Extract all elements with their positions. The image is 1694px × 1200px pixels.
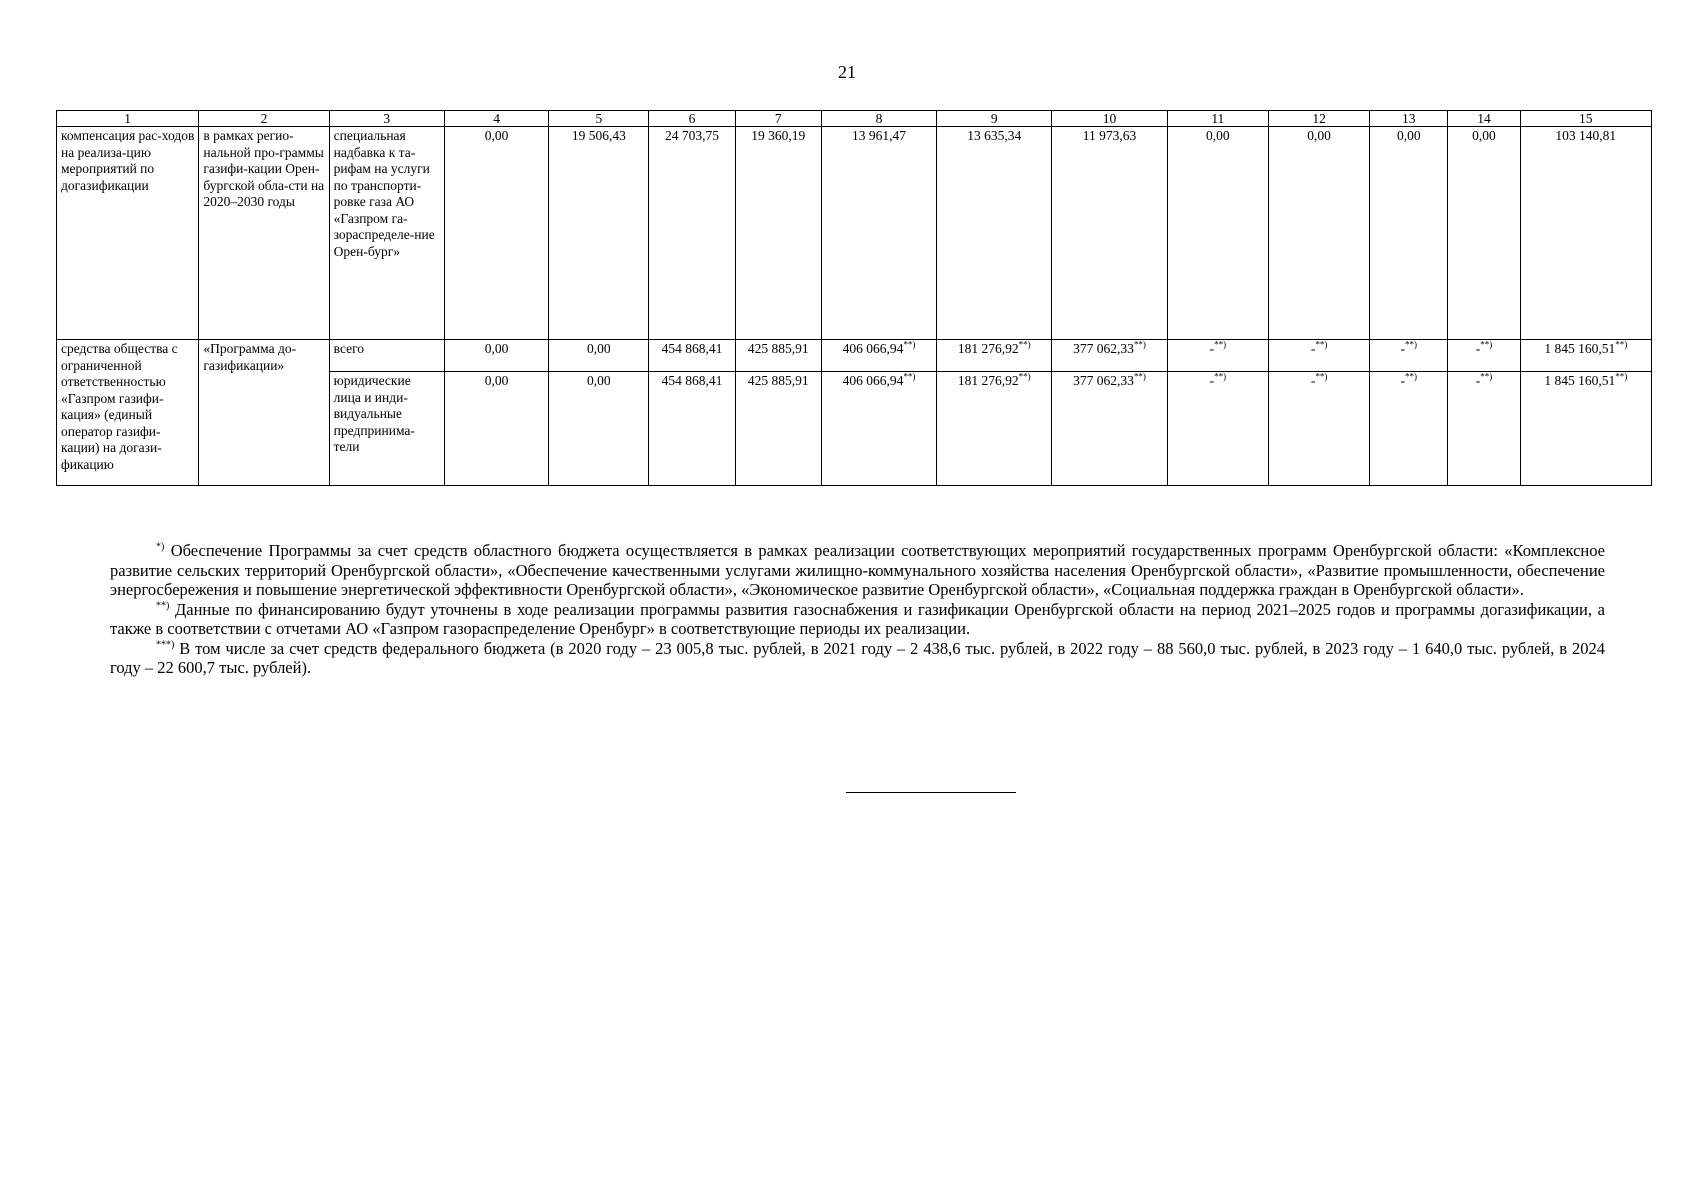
- footnote-mark: ***): [156, 639, 175, 650]
- recipient-cell: юридические лица и инди-видуальные предпринима-тели: [329, 372, 444, 486]
- column-number-cell: 14: [1448, 111, 1520, 127]
- value: 13 961,47: [851, 128, 906, 143]
- value-cell: [1268, 340, 1369, 372]
- value: 103 140,81: [1555, 128, 1617, 143]
- value-cell: [937, 372, 1052, 486]
- value-cell: [1448, 340, 1520, 372]
- value: 0,00: [1396, 128, 1421, 143]
- value: 0,00: [1206, 128, 1230, 143]
- value: 1 845 160,51: [1544, 341, 1616, 356]
- value-cell: [444, 372, 548, 486]
- footnote-mark: **): [903, 339, 916, 350]
- value-cell: [735, 372, 821, 486]
- column-number-cell: 6: [649, 111, 735, 127]
- value: -: [1400, 341, 1406, 356]
- footnote-text: Данные по финансированию будут уточнены в ходе реализации программы развития газоснабжения и газификации Оренбургской области на период 2021–2025 годов и программы догазификации, а также в соответствии с отчетами АО «Газпром газораспределение Оренбург» в соответствующие периоды их реализации.: [110, 599, 1605, 638]
- value-cell: [937, 127, 1052, 340]
- footnote-mark: **): [1615, 339, 1628, 350]
- value: 377 062,33: [1073, 341, 1134, 356]
- value-cell: [1448, 127, 1520, 340]
- value: 0,00: [1472, 128, 1496, 143]
- footnote-mark: **): [1615, 371, 1628, 382]
- value: -: [1310, 373, 1316, 388]
- column-number-cell: 8: [821, 111, 936, 127]
- footnote-mark: **): [1214, 371, 1227, 382]
- column-number-cell: 10: [1052, 111, 1167, 127]
- value-cell: [1448, 372, 1520, 486]
- footnote-mark: **): [1018, 371, 1031, 382]
- value: 377 062,33: [1073, 373, 1134, 388]
- footnote-mark: **): [1480, 371, 1493, 382]
- footnote-1: [110, 541, 1605, 600]
- value: 181 276,92: [957, 373, 1019, 388]
- value-cell: [444, 340, 548, 372]
- footnote-text: В том числе за счет средств федерального бюджета (в 2020 году – 23 005,8 тыс. рублей, в 2021 году – 2 438,6 тыс. рублей, в 2022 году – 88 560,0 тыс. рублей, в 2023 году – 1 640,0 тыс. рублей, в 2024 году – 22 600,7 тыс. рублей).: [110, 638, 1605, 677]
- column-number-cell: 15: [1520, 111, 1651, 127]
- column-number-cell: 4: [444, 111, 548, 127]
- column-number-cell: 11: [1167, 111, 1268, 127]
- value-cell: [1520, 372, 1651, 486]
- value: 181 276,92: [957, 341, 1019, 356]
- footnote-3: [110, 639, 1605, 678]
- value-cell: [444, 127, 548, 340]
- value-cell: [821, 340, 936, 372]
- value-cell: [649, 127, 735, 340]
- footnotes: [110, 541, 1605, 678]
- value: -: [1209, 373, 1215, 388]
- column-number-cell: 7: [735, 111, 821, 127]
- value-cell: [549, 127, 649, 340]
- footnote-mark: **): [903, 371, 916, 382]
- value: -: [1310, 341, 1316, 356]
- value: 0,00: [484, 373, 509, 388]
- footnote-mark: **): [1133, 371, 1146, 382]
- value: 13 635,34: [967, 128, 1022, 143]
- value-cell: [1370, 127, 1448, 340]
- value-cell: [649, 340, 735, 372]
- value: 425 885,91: [747, 341, 809, 356]
- value: -: [1209, 341, 1215, 356]
- footnote-mark: **): [1214, 339, 1227, 350]
- column-number-cell: 2: [199, 111, 329, 127]
- end-divider: [846, 792, 1016, 793]
- financing-table: [56, 110, 1652, 486]
- value: 0,00: [1307, 128, 1331, 143]
- value: 0,00: [587, 373, 611, 388]
- value-cell: [821, 372, 936, 486]
- value-cell: [549, 340, 649, 372]
- footnote-mark: **): [1405, 371, 1418, 382]
- value: -: [1400, 373, 1406, 388]
- value-cell: [1052, 372, 1167, 486]
- program-cell: в рамках регио-нальной про-граммы газифи-кации Орен-бургской обла-сти на 2020–2030 годы: [199, 127, 329, 340]
- footnote-mark: **): [1315, 371, 1328, 382]
- value-cell: [735, 340, 821, 372]
- value-cell: [1167, 340, 1268, 372]
- value-cell: [821, 127, 936, 340]
- column-number-cell: 13: [1370, 111, 1448, 127]
- program-cell: «Программа до-газификации»: [199, 340, 329, 486]
- value-cell: [735, 127, 821, 340]
- value: -: [1475, 341, 1481, 356]
- value: 425 885,91: [747, 373, 809, 388]
- value-cell: [549, 372, 649, 486]
- value-cell: [1268, 127, 1369, 340]
- footnote-mark: **): [1315, 339, 1328, 350]
- page-number: 21: [838, 62, 856, 82]
- value: -: [1475, 373, 1481, 388]
- value: 1 845 160,51: [1544, 373, 1616, 388]
- value-cell: [1370, 340, 1448, 372]
- recipient-cell: всего: [329, 340, 444, 372]
- value: 19 360,19: [751, 128, 806, 143]
- value-cell: [649, 372, 735, 486]
- value: 19 506,43: [571, 128, 626, 143]
- funding-source-cell: компенсация рас-ходов на реализа-цию мероприятий по догазификации: [57, 127, 199, 340]
- value: 11 973,63: [1082, 128, 1137, 143]
- value-cell: [1052, 127, 1167, 340]
- column-number-row: [57, 111, 1652, 127]
- value: 0,00: [484, 341, 509, 356]
- value-cell: [1520, 127, 1651, 340]
- funding-source-cell: средства общества с ограниченной ответственностью «Газпром газифи-кация» (единый оператор газифи-кации) на догази-фикацию: [57, 340, 199, 486]
- value-cell: [1167, 127, 1268, 340]
- value: 406 066,94: [842, 373, 904, 388]
- footnote-text: Обеспечение Программы за счет средств областного бюджета осуществляется в рамках реализации соответствующих мероприятий государственных программ Оренбургской области: «Комплексное развитие сельских территорий Оренбургской области», «Обеспечение качественными услугами жилищно-коммунального хозяйства населения Оренбургской области», «Развитие промышленности, обеспечение энергосбережения и повышение энергетической эффективности Оренбургской области», «Экономическое развитие Оренбургской области», «Социальная поддержка граждан в Оренбургской области».: [110, 541, 1605, 599]
- column-number-cell: 9: [937, 111, 1052, 127]
- column-number-cell: 12: [1268, 111, 1369, 127]
- table-row: [57, 127, 1652, 340]
- value: 0,00: [587, 341, 611, 356]
- footnote-mark: **): [1405, 339, 1418, 350]
- column-number-cell: 1: [57, 111, 199, 127]
- value: 454 868,41: [661, 373, 723, 388]
- column-number-cell: 5: [549, 111, 649, 127]
- value-cell: [1052, 340, 1167, 372]
- footnote-mark: **): [1018, 339, 1031, 350]
- recipient-cell: специальная надбавка к та-рифам на услуги по транспорти-ровке газа АО «Газпром га-зораспределе-ние Орен-бург»: [329, 127, 444, 340]
- value-cell: [1268, 372, 1369, 486]
- value: 406 066,94: [842, 341, 904, 356]
- footnote-mark: **): [1480, 339, 1493, 350]
- value-cell: [1167, 372, 1268, 486]
- footnote-mark: **): [1133, 339, 1146, 350]
- table-row: [57, 340, 1652, 372]
- footnote-2: [110, 600, 1605, 639]
- value-cell: [1370, 372, 1448, 486]
- column-number-cell: 3: [329, 111, 444, 127]
- value: 0,00: [484, 128, 509, 143]
- value: 454 868,41: [661, 341, 723, 356]
- value-cell: [1520, 340, 1651, 372]
- footnote-mark: **): [156, 600, 170, 611]
- value: 24 703,75: [665, 128, 720, 143]
- value-cell: [937, 340, 1052, 372]
- footnote-mark: *): [156, 541, 165, 553]
